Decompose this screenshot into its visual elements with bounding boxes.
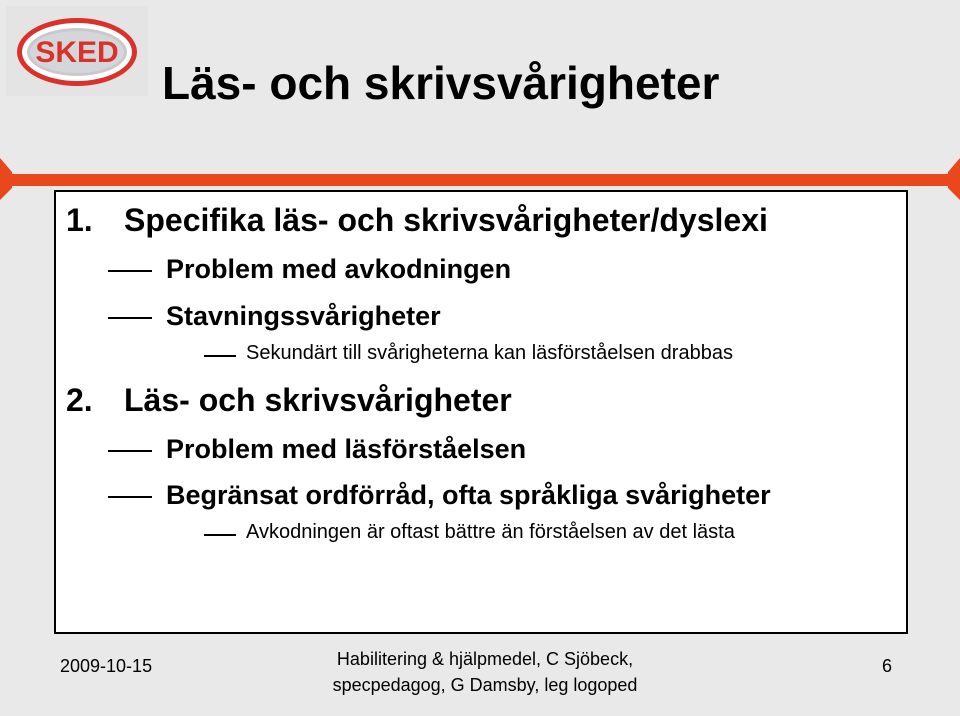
section-1-bullet-2: Stavningssvårigheter xyxy=(166,301,441,331)
sked-logo xyxy=(6,6,148,96)
section-2-bullet-1: Problem med läsförståelsen xyxy=(166,434,527,464)
section-1-number: 1. xyxy=(66,202,93,238)
dash-icon xyxy=(108,317,152,319)
page-number: 6 xyxy=(882,656,893,676)
logo-graphic xyxy=(6,6,148,96)
dash-icon xyxy=(204,355,236,357)
slide-title: Läs- och skrivsvårigheter xyxy=(162,57,720,109)
section-1-bullet-1: Problem med avkodningen xyxy=(166,254,512,284)
footer-date: 2009-10-15 xyxy=(60,656,153,676)
section-2-number: 2. xyxy=(66,382,93,418)
footer-credits-line-2: specpedagog, G Damsby, leg logoped xyxy=(332,675,638,695)
section-2-bullet-2: Begränsat ordförråd, ofta språkliga svårigheter xyxy=(166,480,771,510)
logo-text: SKED xyxy=(35,36,119,69)
dash-icon xyxy=(108,270,152,272)
section-2-heading-text: Läs- och skrivsvårigheter xyxy=(124,382,512,418)
section-1-heading xyxy=(66,202,768,239)
section-1-heading-text: Specifika läs- och skrivsvårigheter/dyslexi xyxy=(124,202,768,238)
dash-icon xyxy=(108,450,152,452)
footer-credits xyxy=(300,646,670,698)
section-2-heading xyxy=(66,382,512,419)
section-1-subbullet-1: Sekundärt till svårigheterna kan läsförståelsen drabbas xyxy=(246,342,733,364)
dash-icon xyxy=(108,496,152,498)
footer-credits-line-1: Habilitering & hjälpmedel, C Sjöbeck, xyxy=(336,649,634,669)
section-2-subbullet-1: Avkodningen är oftast bättre än förståelsen av det lästa xyxy=(246,521,735,543)
dash-icon xyxy=(204,534,236,536)
